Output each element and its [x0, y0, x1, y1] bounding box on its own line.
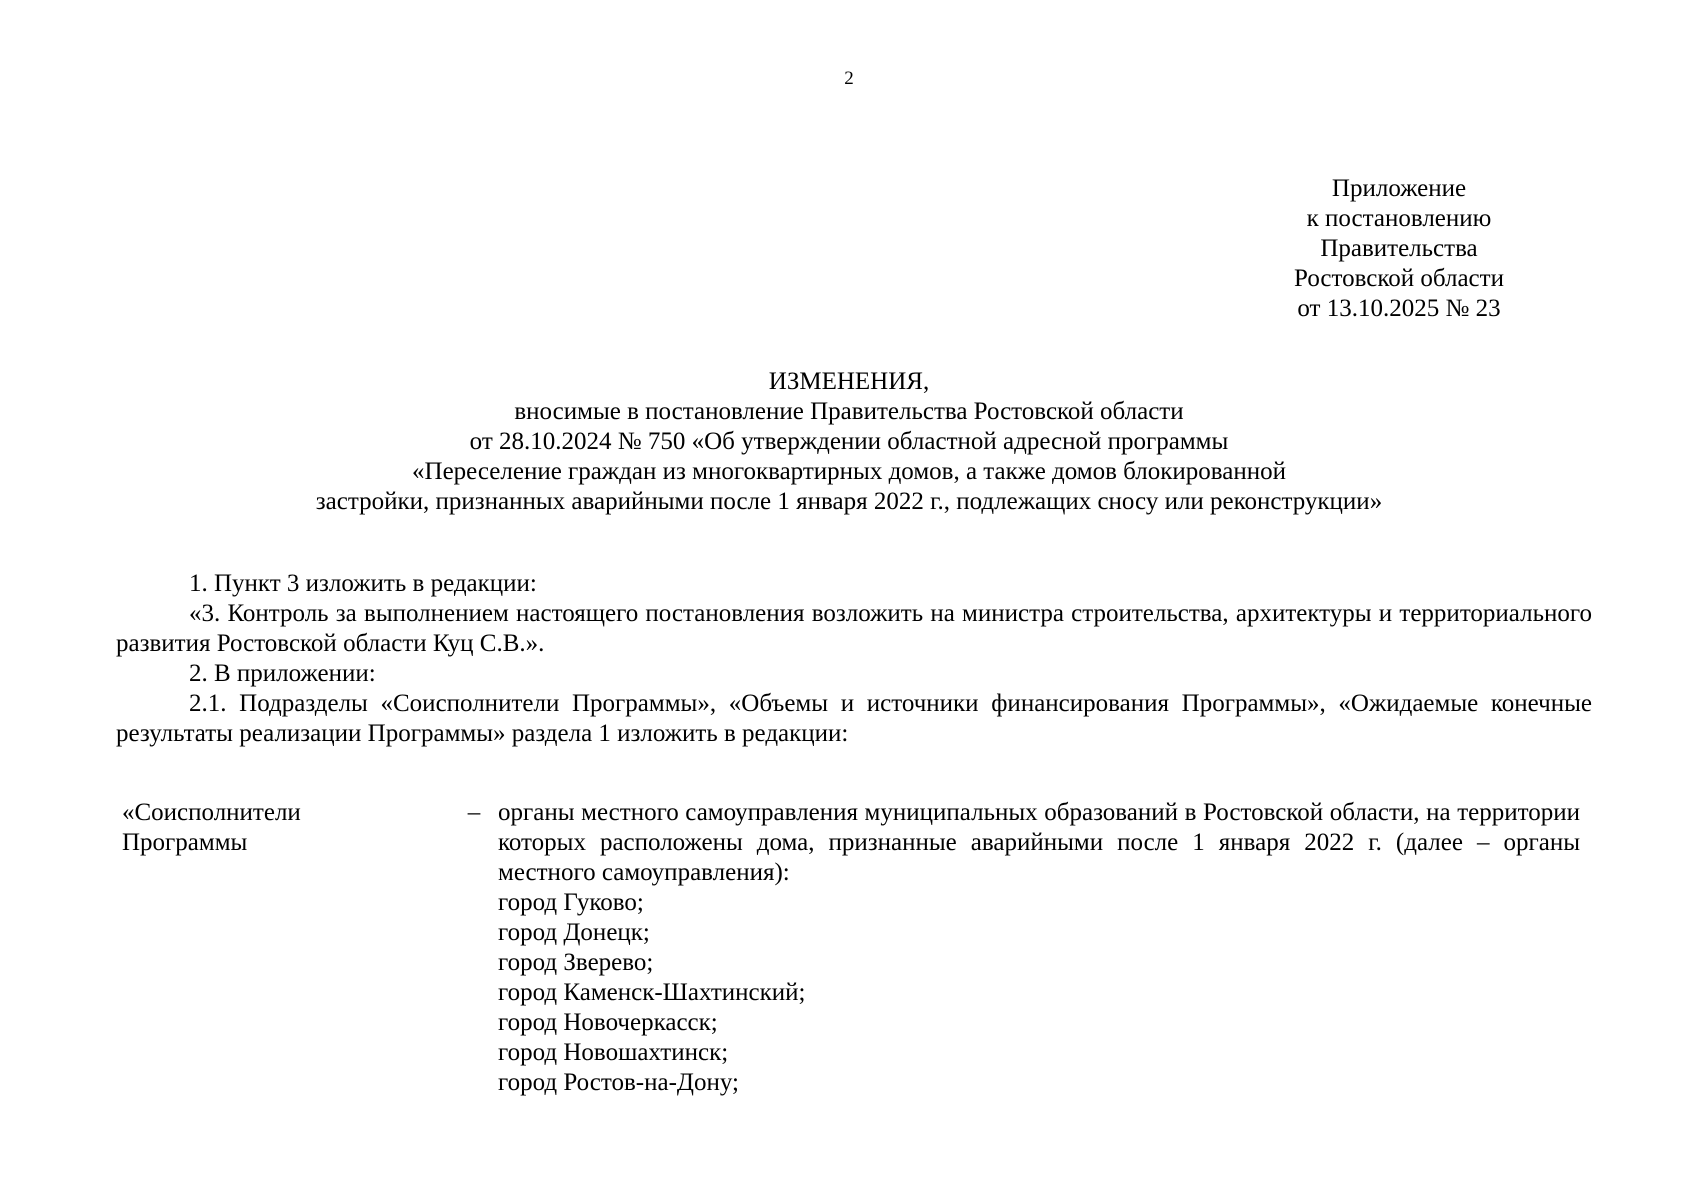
appendix-line: к постановлению: [1306, 205, 1492, 232]
appendix-line: Правительства: [1320, 235, 1478, 262]
title-heading: ИЗМЕНЕНИЯ,: [768, 368, 930, 395]
appendix-line: Приложение: [1331, 175, 1467, 202]
table-label-line: «Соисполнители: [122, 799, 301, 826]
co-executors-table: [122, 798, 1592, 1098]
document-title: [160, 367, 1538, 517]
table-label-line: Программы: [122, 829, 248, 856]
list-item: город Новочеркасск;: [498, 1009, 718, 1036]
paragraph-item-2-1: 2.1. Подразделы «Соисполнители Программы», «Объемы и источники финансирования Программы», «Ожидаемые конечные результаты реализации Программы» раздела 1 изложить в редакции:: [116, 690, 1592, 747]
list-item: город Донецк;: [498, 919, 650, 946]
title-line: вносимые в постановление Правительства Ростовской области: [514, 398, 1184, 425]
appendix-block: [1240, 174, 1558, 324]
paragraph-item-1: 1. Пункт 3 изложить в редакции:: [189, 570, 537, 597]
list-item: город Гуково;: [498, 889, 644, 916]
page-number: 2: [844, 68, 854, 89]
title-line: «Переселение граждан из многоквартирных домов, а также домов блокированной: [412, 458, 1286, 485]
list-item: город Ростов-на-Дону;: [498, 1069, 739, 1096]
list-item: город Каменск-Шахтинский;: [498, 979, 806, 1006]
title-line: от 28.10.2024 № 750 «Об утверждении областной адресной программы: [469, 428, 1229, 455]
appendix-line: от 13.10.2025 № 23: [1297, 295, 1501, 322]
title-line: застройки, признанных аварийными после 1 января 2022 г., подлежащих сносу или реконструкции»: [315, 488, 1383, 515]
list-item: город Новошахтинск;: [498, 1039, 729, 1066]
document-body: [116, 569, 1592, 749]
paragraph-item-3-text: «3. Контроль за выполнением настоящего постановления возложить на министра строительства, архитектуры и территориального развития Ростовской области Куц С.В.».: [116, 600, 1592, 657]
table-dash: –: [467, 799, 481, 826]
list-item: город Зверево;: [498, 949, 654, 976]
table-content-cell: [498, 798, 1580, 1098]
paragraph-item-2: 2. В приложении:: [189, 660, 376, 687]
appendix-line: Ростовской области: [1294, 265, 1504, 292]
table-label-cell: [122, 798, 450, 1098]
table-intro-text: органы местного самоуправления муниципальных образований в Ростовской области, на территории которых расположены дома, признанные аварийными после 1 января 2022 г. (далее – органы местного самоуправления):: [498, 799, 1580, 886]
